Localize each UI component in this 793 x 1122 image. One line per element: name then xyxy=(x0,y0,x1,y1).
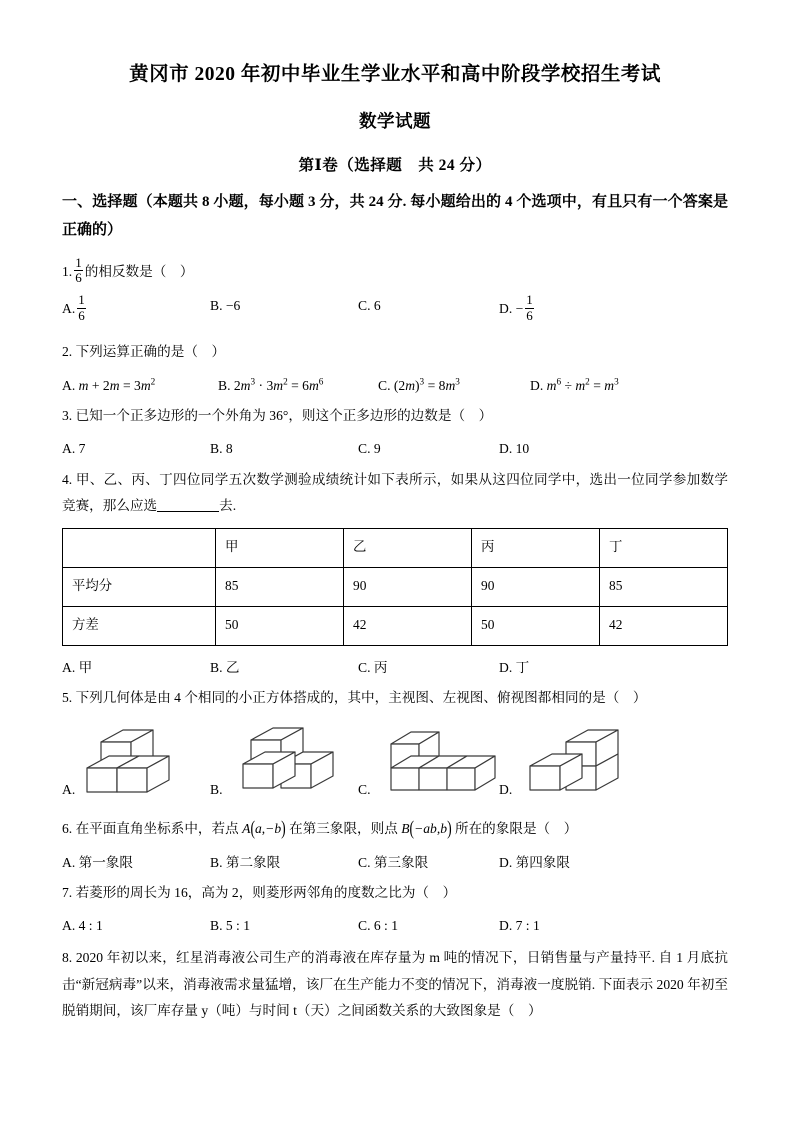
cube-figure-c xyxy=(377,720,517,800)
cube-figure-b xyxy=(227,720,357,800)
figure-d-label: D. xyxy=(499,781,513,797)
question-7-stem: 7. 若菱形的周长为 16，高为 2，则菱形两邻角的度数之比为（ ） xyxy=(62,884,457,900)
question-6-text-1: 6. 在平面直角坐标系中，若点 xyxy=(62,821,243,837)
question-5 xyxy=(62,685,728,804)
fraction-one-sixth-a: $\frac{1}{6}$ xyxy=(78,292,85,323)
question-2-option-c[interactable]: C. $(2m)^3 = 8m^3$ xyxy=(378,376,460,393)
question-7-option-b[interactable]: B. 5 : 1 xyxy=(210,918,251,934)
question-6-option-b[interactable]: B. 第二象限 xyxy=(210,854,281,870)
question-8 xyxy=(62,945,728,1025)
answer-blank[interactable] xyxy=(157,498,219,512)
question-1-stem xyxy=(62,256,728,286)
question-4-text-end: 去. xyxy=(219,498,237,514)
question-1 xyxy=(62,256,728,329)
question-6-option-a[interactable]: A. 第一象限 xyxy=(62,854,133,870)
question-3-stem: 3. 已知一个正多边形的一个外角为 36°，则这个正多边形的边数是（ ） xyxy=(62,407,493,423)
question-5-figures xyxy=(62,717,728,803)
question-4-options xyxy=(62,655,728,674)
question-1-option-b[interactable]: B. −6 xyxy=(210,298,241,314)
question-7-option-c[interactable]: C. 6 : 1 xyxy=(358,918,399,934)
table-row xyxy=(63,567,728,606)
row-label-average: 平均分 xyxy=(63,567,216,606)
figure-b-label: B. xyxy=(210,781,223,797)
table-header-cell-1: 甲 xyxy=(216,528,344,567)
score-statistics-table xyxy=(62,528,728,646)
question-4-option-b[interactable]: B. 乙 xyxy=(210,659,240,675)
question-7 xyxy=(62,880,728,933)
question-3-option-c[interactable]: C. 9 xyxy=(358,441,381,457)
question-7-option-d[interactable]: D. 7 : 1 xyxy=(499,918,540,934)
table-header-cell-3: 丙 xyxy=(472,528,600,567)
variance-jia: 50 xyxy=(216,606,344,645)
table-header-cell-0 xyxy=(63,528,216,567)
page-subtitle: 数学试题 xyxy=(359,111,431,132)
section-title: 第Ⅰ卷（选择题 共 24 分） xyxy=(298,157,492,175)
question-3 xyxy=(62,403,728,456)
question-6-option-c[interactable]: C. 第三象限 xyxy=(358,854,429,870)
section-instructions: 一、选择题（本题共 8 小题，每小题 3 分，共 24 分. 每小题给出的 4 个选项中，有且只有一个答案是正确的） xyxy=(62,194,728,239)
question-2-options xyxy=(62,373,728,392)
variance-yi: 42 xyxy=(344,606,472,645)
figure-a-label: A. xyxy=(62,781,76,797)
question-1-options xyxy=(62,293,728,328)
question-1-option-d[interactable]: D. − $\frac{1}{6}$ xyxy=(499,292,533,323)
average-yi: 90 xyxy=(344,567,472,606)
fraction-one-sixth-d: $\frac{1}{6}$ xyxy=(526,292,533,323)
figure-c-label: C. xyxy=(358,781,371,797)
cube-figure-d xyxy=(518,720,648,800)
question-7-options xyxy=(62,913,728,932)
variance-bing: 50 xyxy=(472,606,600,645)
figure-option-b[interactable] xyxy=(210,717,360,803)
figure-option-c[interactable] xyxy=(358,717,518,803)
question-3-option-b[interactable]: B. 8 xyxy=(210,441,233,457)
average-bing: 90 xyxy=(472,567,600,606)
table-header-row xyxy=(63,528,728,567)
question-2-option-d[interactable]: D. $m^6 \div m^2 = m^3$ xyxy=(530,376,619,393)
question-5-stem: 5. 下列几何体是由 4 个相同的小正方体搭成的，其中，主视图、左视图、俯视图都相同的是（ ） xyxy=(62,689,647,705)
question-4-stem xyxy=(62,467,728,520)
question-6-option-d[interactable]: D. 第四象限 xyxy=(499,854,570,870)
question-6-text-2: 在第三象限，则点 xyxy=(285,821,402,837)
figure-option-d[interactable] xyxy=(499,717,649,803)
average-jia: 85 xyxy=(216,567,344,606)
question-6 xyxy=(62,816,728,869)
row-label-variance: 方差 xyxy=(63,606,216,645)
question-2 xyxy=(62,339,728,392)
question-2-option-b[interactable]: B. $2m^3 \cdot 3m^2 = 6m^6$ xyxy=(218,376,324,393)
figure-option-a[interactable] xyxy=(62,717,212,803)
question-1-option-c[interactable]: C. 6 xyxy=(358,298,381,314)
question-6-stem: 6. 在平面直角坐标系中，若点 A(a,−b) 在第三象限，则点 B(−ab,b) 所在的象限是（ ） xyxy=(62,817,578,840)
question-4-option-d[interactable]: D. 丁 xyxy=(499,659,530,675)
question-3-options xyxy=(62,436,728,455)
question-6-options xyxy=(62,850,728,869)
page-title: 黄冈市 2020 年初中毕业生学业水平和高中阶段学校招生考试 xyxy=(129,64,661,85)
question-4-option-c[interactable]: C. 丙 xyxy=(358,659,388,675)
average-ding: 85 xyxy=(600,567,728,606)
table-row xyxy=(63,606,728,645)
question-4-option-a[interactable]: A. 甲 xyxy=(62,659,93,675)
question-2-option-a[interactable]: A. $m + 2m = 3m^2$ xyxy=(62,376,156,393)
table-header-cell-4: 丁 xyxy=(600,528,728,567)
question-4-text: 4. 甲、乙、丙、丁四位同学五次数学测验成绩统计如下表所示，如果从这四位同学中，选出一位同学参加数学竞赛，那么应选 xyxy=(62,471,728,514)
question-1-number: 1. xyxy=(62,263,73,279)
question-3-option-a[interactable]: A. 7 xyxy=(62,441,86,457)
question-3-option-d[interactable]: D. 10 xyxy=(499,441,530,457)
question-8-stem: 8. 2020 年初以来，红星消毒液公司生产的消毒液在库存量为 m 吨的情况下，日销售量与产量持平. 自 1 月底抗击“新冠病毒”以来，消毒液需求量猛增，该厂在生产能力不变的情况下，消毒液一度脱销. 下面表示 2020 年初至脱销期间，该厂库存量 y（吨）与时间 t（天）之间函数关系的大致图象是（ ） xyxy=(62,950,728,1019)
fraction-one-sixth: $\frac{1}{6}$ xyxy=(75,254,82,286)
question-7-option-a[interactable]: A. 4 : 1 xyxy=(62,918,103,934)
point-b-expression: B xyxy=(401,821,410,837)
question-1-text: 的相反数是（ ） xyxy=(84,263,194,279)
question-4 xyxy=(62,467,728,674)
question-6-text-3: 所在的象限是（ ） xyxy=(451,821,578,837)
page-content xyxy=(62,0,728,1025)
table-header-cell-2: 乙 xyxy=(344,528,472,567)
cube-figure-a xyxy=(79,720,209,800)
question-2-stem: 2. 下列运算正确的是（ ） xyxy=(62,344,226,360)
point-a-expression: A xyxy=(242,821,251,837)
question-1-option-a[interactable]: A. $\frac{1}{6}$ xyxy=(62,292,85,323)
variance-ding: 42 xyxy=(600,606,728,645)
